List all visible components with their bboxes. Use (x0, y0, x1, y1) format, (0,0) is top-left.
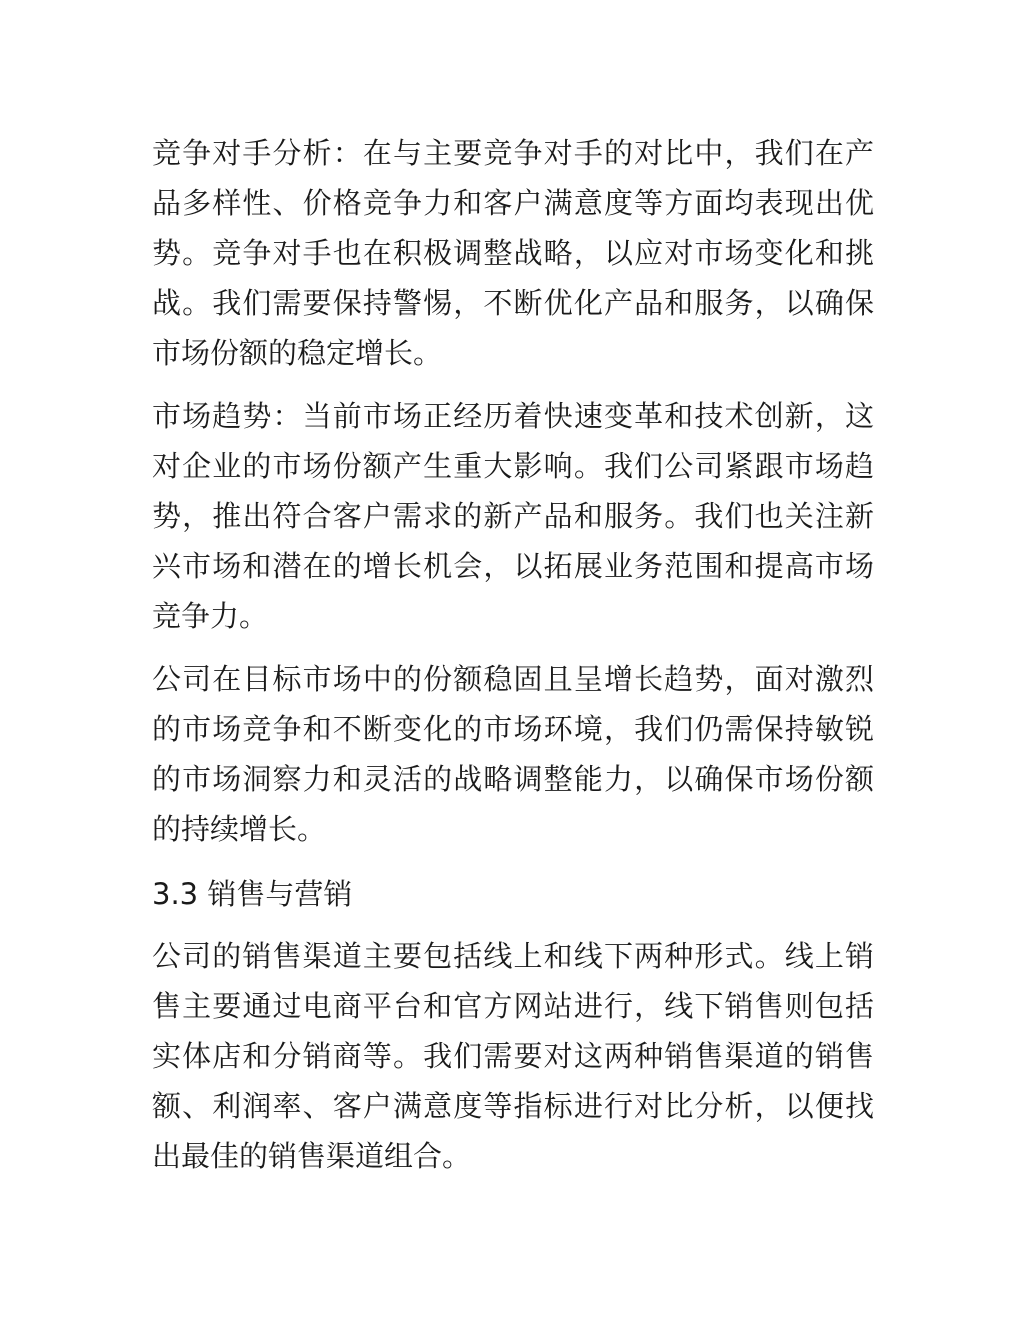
paragraph-market-trends: 市场趋势：当前市场正经历着快速变革和技术创新，这对企业的市场份额产生重大影响。我们公司紧跟市场趋势，推出符合客户需求的新产品和服务。我们也关注新兴市场和潜在的增长机会，以拓展业务范围和提高市场竞争力。 (152, 399, 874, 633)
paragraph-sales-channels: 公司的销售渠道主要包括线上和线下两种形式。线上销售主要通过电商平台和官方网站进行，线下销售则包括实体店和分销商等。我们需要对这两种销售渠道的销售额、利润率、客户满意度等指标进行对比分析，以便找出最佳的销售渠道组合。 (152, 939, 874, 1173)
paragraph-market-share-summary: 公司在目标市场中的份额稳固且呈增长趋势，面对激烈的市场竞争和不断变化的市场环境，我们仍需保持敏锐的市场洞察力和灵活的战略调整能力，以确保市场份额的持续增长。 (152, 662, 874, 846)
section-heading: 3.3 销售与营销 (152, 877, 353, 911)
paragraph-competitor-analysis: 竞争对手分析：在与主要竞争对手的对比中，我们在产品多样性、价格竞争力和客户满意度等方面均表现出优势。竞争对手也在积极调整战略，以应对市场变化和挑战。我们需要保持警惕，不断优化产品和服务，以确保市场份额的稳定增长。 (152, 136, 874, 370)
document-body (152, 128, 874, 1181)
